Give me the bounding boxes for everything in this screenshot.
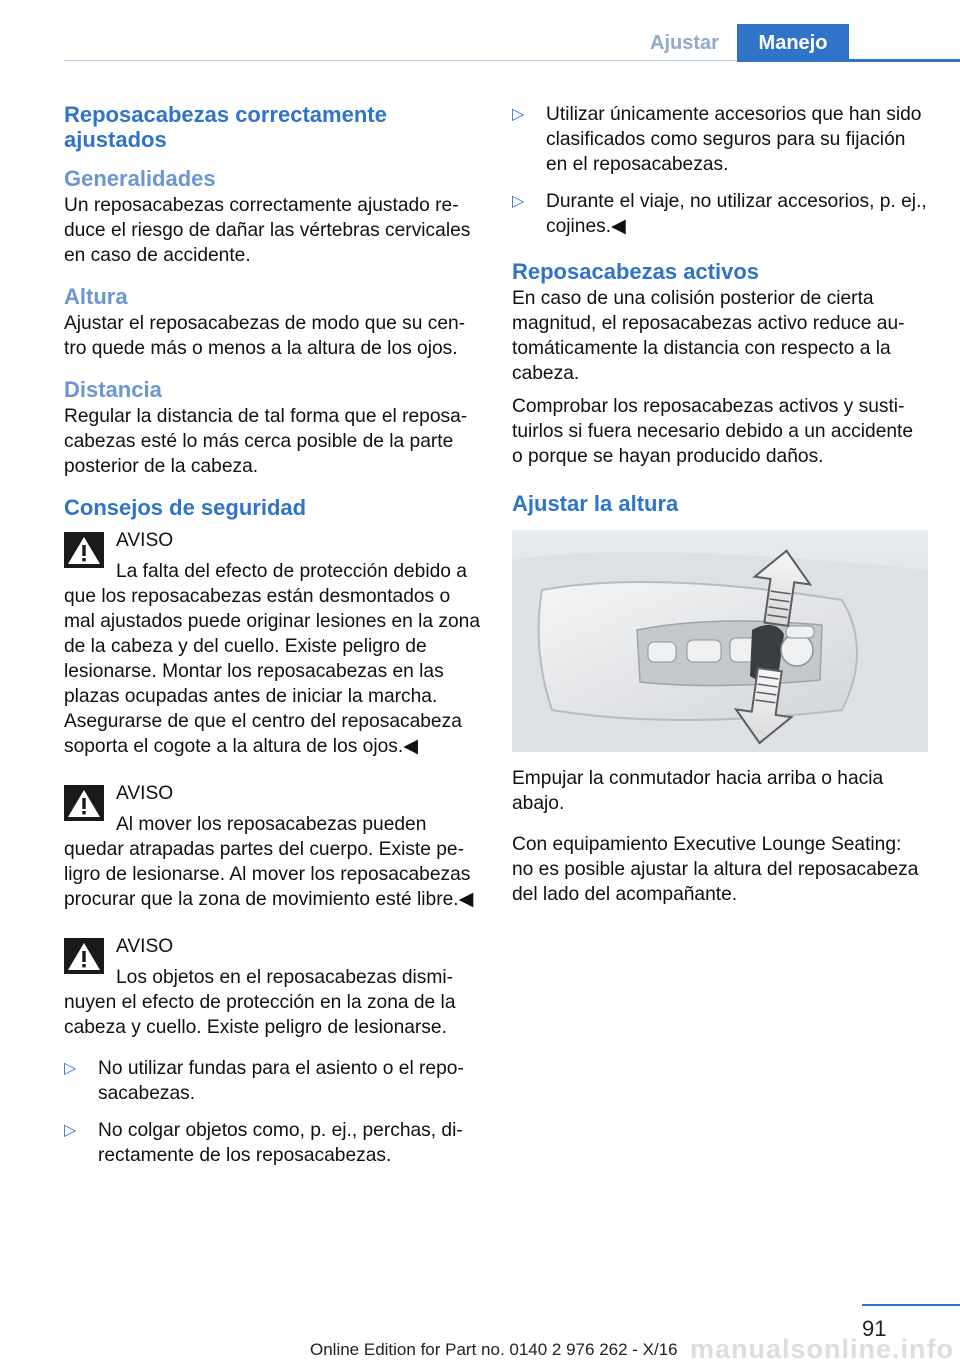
- subheading-distancia: Distancia: [64, 377, 162, 402]
- bullet-triangle-icon: ▷: [64, 1122, 77, 1139]
- bullet-list-left: [64, 1056, 480, 1168]
- warning-block-1: [64, 528, 480, 759]
- list-item-text: No utilizar fundas para el asiento o el reposacabezas.: [98, 1058, 464, 1104]
- list-item-text: Durante el viaje, no utilizar accesorios, p. ej., cojines.◀: [546, 191, 927, 237]
- subheading-generalidades: Generalidades: [64, 166, 216, 191]
- bullet-triangle-icon: ▷: [512, 193, 525, 210]
- section-tab-ajustar[interactable]: Ajustar: [632, 24, 737, 61]
- paragraph-altura: Ajustar el reposacabezas de modo que su centro quede más o menos a la altura de los ojos.: [64, 313, 466, 359]
- figure-caption: Empujar la conmutador hacia arriba o hacia abajo.: [512, 768, 884, 814]
- list-item: [64, 1118, 480, 1168]
- footer-accent-rule: [862, 1304, 960, 1306]
- warning-title: AVISO: [116, 530, 174, 551]
- warning-triangle-icon: [64, 532, 104, 568]
- paragraph-generalidades: Un reposacabezas correctamente ajustado reduce el riesgo de dañar las vértebras cervicales en caso de accidente.: [64, 195, 471, 266]
- page-header: [0, 0, 960, 62]
- edition-line: Online Edition for Part no. 0140 2 976 262 - X/16: [310, 1340, 678, 1359]
- list-item: [512, 102, 928, 177]
- chapter-tab-manejo[interactable]: Manejo: [737, 24, 849, 61]
- list-item-text: Utilizar únicamente accesorios que han sido clasificados como seguros para su fijación en el reposacabezas.: [546, 104, 922, 175]
- warning-text: Los objetos en el reposacabezas disminuyen el efecto de protección en la zona de la cabeza y cuello. Existe peligro de lesionarse.: [64, 967, 456, 1038]
- seat-switch-photo: [512, 530, 928, 752]
- paragraph-executive-lounge: Con equipamiento Executive Lounge Seating: no es posible ajustar la altura del reposacabeza del lado del acompañante.: [512, 834, 919, 905]
- warning-text: Al mover los reposacabezas pueden quedar atrapadas partes del cuerpo. Existe peligro de lesionarse. Al mover los reposacabezas procurar que la zona de movimiento esté libre.◀: [64, 814, 474, 910]
- right-column: [512, 102, 928, 923]
- warning-triangle-icon: [64, 938, 104, 974]
- warning-title: AVISO: [116, 936, 174, 957]
- watermark: manualsonline.info: [690, 1334, 955, 1362]
- section-title-safety: Consejos de seguridad: [64, 495, 307, 520]
- header-accent-bar: [737, 59, 960, 62]
- warning-block-2: [64, 781, 480, 912]
- section-title-active-headrests: Reposacabezas activos: [512, 259, 760, 284]
- page-number: 91: [862, 1316, 887, 1341]
- list-item: [512, 189, 928, 239]
- list-item-text: No colgar objetos como, p. ej., perchas, directamente de los reposacabezas.: [98, 1120, 463, 1166]
- warning-text: La falta del efecto de protección debido a que los reposacabezas están desmontados o mal ajustados puede originar lesiones en la zona de la cabeza y del cuello. Existe peligro de lesionarse. Montar los reposacabezas en las plazas ocupadas antes de iniciar la marcha. Asegurarse de que el centro del reposacabeza soporta el cogote a la altura de los ojos.◀: [64, 561, 480, 757]
- header-divider: [64, 60, 737, 61]
- bullet-list-right: [512, 102, 928, 239]
- section-title-adjust-height: Ajustar la altura: [512, 491, 679, 516]
- bullet-triangle-icon: ▷: [64, 1060, 77, 1077]
- warning-triangle-icon: [64, 785, 104, 821]
- warning-title: AVISO: [116, 783, 174, 804]
- section-title-correct-adjust: Reposacabezas correctamente ajustados: [64, 102, 387, 152]
- warning-block-3: [64, 934, 480, 1040]
- paragraph-active-1: En caso de una colisión posterior de cierta magnitud, el reposacabezas activo reduce automáticamente la distancia con respecto a la cabeza.: [512, 288, 905, 384]
- left-column: [64, 102, 480, 1184]
- subheading-altura: Altura: [64, 284, 128, 309]
- paragraph-distancia: Regular la distancia de tal forma que el reposacabezas esté lo más cerca posible de la parte posterior de la cabeza.: [64, 406, 468, 477]
- paragraph-active-2: Comprobar los reposacabezas activos y sustituirlos si fuera necesario debido a un accidente o porque se hayan producido daños.: [512, 396, 914, 467]
- bullet-triangle-icon: ▷: [512, 106, 525, 123]
- list-item: [64, 1056, 480, 1106]
